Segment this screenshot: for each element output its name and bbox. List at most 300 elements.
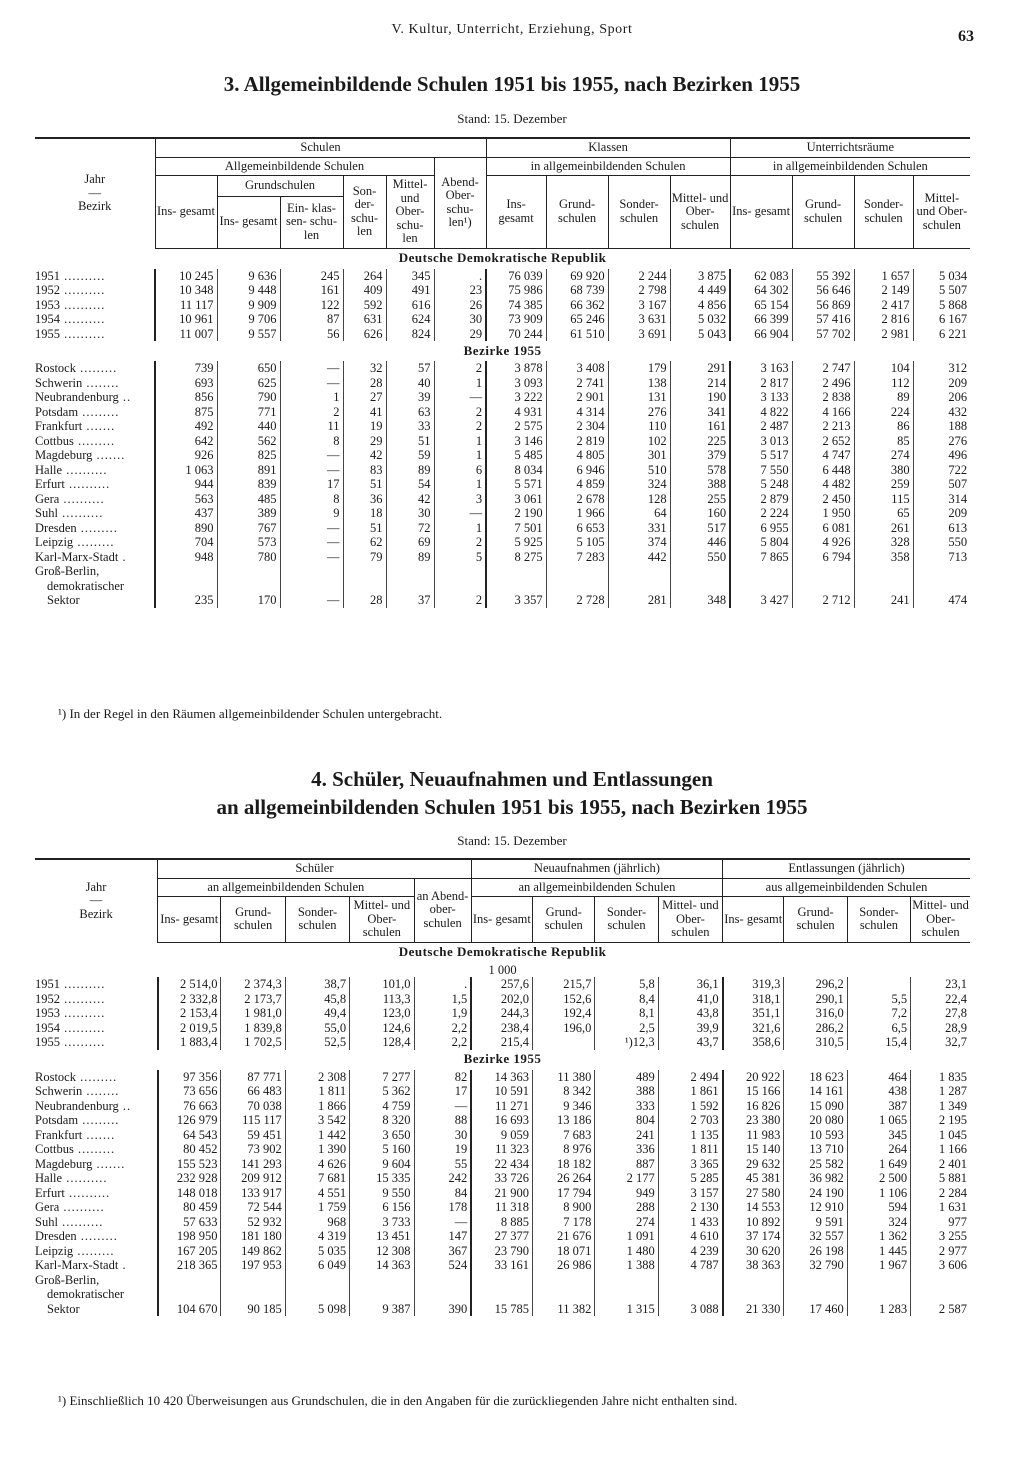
table-cell: 2 838 <box>792 390 854 405</box>
row-label <box>35 1035 158 1050</box>
hdr-sonderschulen: Son- der- schu- len <box>343 176 386 249</box>
hdr-schueler: Schüler <box>158 859 472 878</box>
table-cell: 88 <box>414 1113 471 1128</box>
table-cell: 97 356 <box>158 1070 221 1085</box>
table-cell: 30 <box>434 312 486 327</box>
table-cell: 133 917 <box>221 1186 285 1201</box>
table-row <box>35 327 970 342</box>
table-cell: 318,1 <box>723 992 784 1007</box>
table-cell: 2 587 <box>911 1273 970 1317</box>
table-cell: 5 868 <box>913 298 970 313</box>
hdr-n-grund: Grund- schulen <box>533 897 595 943</box>
table-cell: 875 <box>155 405 217 420</box>
leader-dots: ........ <box>82 1084 120 1098</box>
table-cell: 4 551 <box>285 1186 349 1201</box>
table-row <box>35 1171 970 1186</box>
table-cell: 242 <box>414 1171 471 1186</box>
table-cell: 4 805 <box>546 448 608 463</box>
table-cell: 11 380 <box>533 1070 595 1085</box>
table-cell: 358 <box>854 550 913 565</box>
hdr-abend: Abend- Ober- schu- len¹) <box>434 157 486 248</box>
table-cell: 148 018 <box>158 1186 221 1201</box>
table-cell: 188 <box>913 419 970 434</box>
table-cell: 8 275 <box>486 550 546 565</box>
table-row <box>35 1084 970 1099</box>
leader-dots: ....... <box>92 1156 126 1171</box>
hdr-neu-an-allg: an allgemeinbildenden Schulen <box>471 878 722 897</box>
hdr-k-grund: Grund- schulen <box>546 176 608 249</box>
table-cell: 161 <box>280 283 343 298</box>
leader-dots: .......... <box>60 268 106 283</box>
table-cell: — <box>280 535 343 550</box>
row-label <box>35 535 155 550</box>
table-cell: 3 013 <box>730 434 792 449</box>
table-cell: 10 348 <box>155 283 217 298</box>
table-cell: 8 900 <box>533 1200 595 1215</box>
table-cell: 55,0 <box>285 1021 349 1036</box>
table-cell: 8,4 <box>595 992 658 1007</box>
table-cell: 37 174 <box>723 1229 784 1244</box>
table-cell: 155 523 <box>158 1157 221 1172</box>
table-cell: 259 <box>854 477 913 492</box>
table-cell: 66 483 <box>221 1084 285 1099</box>
table-cell: 379 <box>670 448 730 463</box>
leader-dots: . <box>118 549 127 564</box>
row-label-text: 1952 <box>35 991 60 1006</box>
table-cell: 32 557 <box>784 1229 847 1244</box>
table-cell: 41,0 <box>658 992 722 1007</box>
table-cell: 51 <box>343 477 386 492</box>
section-bezirke <box>35 1050 970 1070</box>
table-cell: 17 <box>280 477 343 492</box>
table-cell: 3 163 <box>730 361 792 376</box>
row-label <box>35 419 155 434</box>
table3-title: 3. Allgemeinbildende Schulen 1951 bis 1955, nach Bezirken 1955 <box>223 72 801 96</box>
table-cell: 65 246 <box>546 312 608 327</box>
table-cell: 14 553 <box>723 1200 784 1215</box>
table-cell: 112 <box>854 376 913 391</box>
table-cell: 1 702,5 <box>221 1035 285 1050</box>
table-cell: 631 <box>343 312 386 327</box>
table-cell: 15 140 <box>723 1142 784 1157</box>
table-cell: 2 <box>434 361 486 376</box>
table-cell: 104 <box>854 361 913 376</box>
table-cell: 6,5 <box>847 1021 910 1036</box>
table4-footnote: ¹) Einschließlich 10 420 Überweisungen aus Grundschulen, die in den Angaben für die zurückliegenden Jahre nicht enthalten sind. <box>58 1393 738 1408</box>
row-label <box>35 506 155 521</box>
table-cell: 321,6 <box>723 1021 784 1036</box>
table3 <box>35 137 970 608</box>
hdr-klassen: Klassen <box>486 138 730 157</box>
table-cell: 11 117 <box>155 298 217 313</box>
table-cell: 21 676 <box>533 1229 595 1244</box>
row-label-line: Sektor <box>47 593 80 607</box>
table-cell: 3 255 <box>911 1229 970 1244</box>
row-label-text: Potsdam <box>35 1113 79 1127</box>
table-row <box>35 269 970 284</box>
table-cell: 4 482 <box>792 477 854 492</box>
leader-dots: .......... <box>60 991 106 1006</box>
table-cell: 23,1 <box>911 977 970 992</box>
table-cell: 2 817 <box>730 376 792 391</box>
table-cell: 2 981 <box>854 327 913 342</box>
stub-jahr: Jahr <box>84 172 106 187</box>
table-cell: 9 636 <box>217 269 280 284</box>
table-cell: 11 318 <box>471 1200 532 1215</box>
table-cell: 2 149 <box>854 283 913 298</box>
hdr-k-mittel: Mittel- und Ober- schulen <box>670 176 730 249</box>
table-row <box>35 977 970 992</box>
table-cell: 161 <box>670 419 730 434</box>
table-cell: 1 835 <box>911 1070 970 1085</box>
table-cell: 6 156 <box>350 1200 414 1215</box>
row-label-text: Cottbus <box>35 1142 74 1156</box>
section-bezirke-label: Bezirke 1955 <box>463 342 542 358</box>
table-cell: 9 346 <box>533 1099 595 1114</box>
leader-dots: .......... <box>64 477 111 491</box>
row-label-text: Leipzig <box>35 1243 74 1258</box>
row-label <box>35 1084 158 1099</box>
table-cell: 3 088 <box>658 1273 722 1317</box>
table-cell: 167 205 <box>158 1244 221 1259</box>
table-cell: — <box>434 390 486 405</box>
table-cell: 1 <box>434 448 486 463</box>
table-cell: 29 632 <box>723 1157 784 1172</box>
table4-body <box>35 942 970 1316</box>
table-cell: 55 392 <box>792 269 854 284</box>
leader-dots: .......... <box>62 462 108 477</box>
table-cell: 28 <box>343 564 386 608</box>
table-cell: 202,0 <box>471 992 532 1007</box>
table-cell: 2 <box>434 564 486 608</box>
table-cell: 1 442 <box>285 1128 349 1143</box>
row-label-text: 1952 <box>35 283 60 297</box>
table-cell: 314 <box>913 492 970 507</box>
table-cell: 5 105 <box>546 535 608 550</box>
table-cell: 387 <box>847 1099 910 1114</box>
hdr-allg-schulen: Allgemeinbildende Schulen <box>155 157 434 176</box>
row-label-text: Halle <box>35 462 63 477</box>
table-cell: 52,5 <box>285 1035 349 1050</box>
table-row <box>35 434 970 449</box>
table-cell: 64 543 <box>158 1128 221 1143</box>
table-cell: 1 135 <box>658 1128 722 1143</box>
table-cell: 2 977 <box>911 1244 970 1259</box>
table-cell: 767 <box>217 521 280 536</box>
table-cell: 3 365 <box>658 1157 722 1172</box>
table-cell: 73 909 <box>486 312 546 327</box>
row-label <box>35 434 155 449</box>
row-label <box>35 1142 158 1157</box>
table-cell: 11 271 <box>471 1099 532 1114</box>
table-cell: 138 <box>608 376 670 391</box>
row-label-text: Erfurt <box>35 477 65 491</box>
table-cell: 496 <box>913 448 970 463</box>
table-cell: 1 811 <box>658 1142 722 1157</box>
table-cell: 1 981,0 <box>221 1006 285 1021</box>
row-label <box>35 492 155 507</box>
table-cell: 27 580 <box>723 1186 784 1201</box>
table-cell: 179 <box>608 361 670 376</box>
table-cell: 21 900 <box>471 1186 532 1201</box>
hdr-s-sonder: Sonder- schulen <box>285 897 349 943</box>
row-label <box>35 376 155 391</box>
hdr-r-mittel: Mittel- und Ober- schulen <box>913 176 970 249</box>
table-cell: 485 <box>217 492 280 507</box>
table-cell: 5 034 <box>913 269 970 284</box>
row-label-text: Schwerin <box>35 375 83 390</box>
table-cell: 1 649 <box>847 1157 910 1172</box>
leader-dots: .......... <box>59 1200 105 1214</box>
table-cell: . <box>434 269 486 284</box>
hdr-s-grund: Grund- schulen <box>221 897 285 943</box>
row-label-text: Rostock <box>35 361 76 375</box>
table-cell: 437 <box>155 506 217 521</box>
table-cell: 388 <box>595 1084 658 1099</box>
table-cell: 926 <box>155 448 217 463</box>
table-cell: 8 <box>280 492 343 507</box>
table-cell: 4 239 <box>658 1244 722 1259</box>
table-cell: 40 <box>386 376 434 391</box>
table-cell: 4 759 <box>350 1099 414 1114</box>
table-cell: 245 <box>280 269 343 284</box>
table-cell: 6 221 <box>913 327 970 342</box>
table-cell: 63 <box>386 405 434 420</box>
table-cell: 5 362 <box>350 1084 414 1099</box>
table-cell: 891 <box>217 463 280 478</box>
table-cell: 2 177 <box>595 1171 658 1186</box>
table-cell: 2 450 <box>792 492 854 507</box>
table-cell: 51 <box>343 521 386 536</box>
table-cell: 1 349 <box>911 1099 970 1114</box>
table-cell: 73 656 <box>158 1084 221 1099</box>
table-cell: 2 <box>434 405 486 420</box>
table-cell: 464 <box>847 1070 910 1085</box>
table-cell: 69 <box>386 535 434 550</box>
table-cell: 319,3 <box>723 977 784 992</box>
row-label <box>35 298 155 313</box>
table-cell: 626 <box>343 327 386 342</box>
table-cell: 3 650 <box>350 1128 414 1143</box>
row-label-text: Suhl <box>35 1214 58 1229</box>
table-cell: 5 098 <box>285 1273 349 1317</box>
table-cell: 115 117 <box>221 1113 285 1128</box>
table-cell: 3 878 <box>486 361 546 376</box>
table-cell: 26 264 <box>533 1171 595 1186</box>
table-cell: 7 550 <box>730 463 792 478</box>
table-cell: 19 <box>343 419 386 434</box>
row-label <box>35 1157 158 1172</box>
table-cell: 1 480 <box>595 1244 658 1259</box>
table-cell: 739 <box>155 361 217 376</box>
table-cell: 18 182 <box>533 1157 595 1172</box>
table-row <box>35 376 970 391</box>
table-cell: 288 <box>595 1200 658 1215</box>
table-cell: 6 448 <box>792 463 854 478</box>
table-cell: 4 314 <box>546 405 608 420</box>
hdr-einklassen: Ein- klas- sen- schu- len <box>280 196 343 248</box>
table-cell: 23 790 <box>471 1244 532 1259</box>
table-cell: 89 <box>386 463 434 478</box>
table-cell: 2 173,7 <box>221 992 285 1007</box>
table-cell: 790 <box>217 390 280 405</box>
row-label-line: Sektor <box>47 1301 80 1316</box>
table-cell: 198 950 <box>158 1229 221 1244</box>
table-cell: 9 557 <box>217 327 280 342</box>
table-cell: 51 <box>386 434 434 449</box>
table-cell: 9 448 <box>217 283 280 298</box>
section-bezirke <box>35 341 970 361</box>
table-cell: 32 790 <box>784 1258 847 1273</box>
table-cell: 5 043 <box>670 327 730 342</box>
table-cell: 8 <box>280 434 343 449</box>
table-cell: 4 822 <box>730 405 792 420</box>
hdr-e-sonder: Sonder- schulen <box>847 897 910 943</box>
table-cell: 255 <box>670 492 730 507</box>
table-row <box>35 419 970 434</box>
table-cell: 2 332,8 <box>158 992 221 1007</box>
row-label-text: Magdeburg <box>35 448 93 462</box>
leader-dots: ......... <box>76 520 118 535</box>
table-cell: 149 862 <box>221 1244 285 1259</box>
table-cell: 27 <box>343 390 386 405</box>
table-row <box>35 1142 970 1157</box>
table-cell: 442 <box>608 550 670 565</box>
table-cell: 41 <box>343 405 386 420</box>
hdr-e-grund: Grund- schulen <box>784 897 847 943</box>
hdr-n-insgesamt: Ins- gesamt <box>471 897 532 943</box>
table-cell: 82 <box>414 1070 471 1085</box>
table-cell: 215,7 <box>533 977 595 992</box>
table-cell: 13 710 <box>784 1142 847 1157</box>
table-cell: 6 946 <box>546 463 608 478</box>
table-cell: 39 <box>386 390 434 405</box>
hdr-schulen: Schulen <box>155 138 486 157</box>
table-cell: 128 <box>608 492 670 507</box>
table-cell: 33 726 <box>471 1171 532 1186</box>
table-cell: 30 <box>414 1128 471 1143</box>
table-cell: 2 728 <box>546 564 608 608</box>
table-cell: 224 <box>854 405 913 420</box>
table-cell: 55 <box>414 1157 471 1172</box>
table-cell: 69 920 <box>546 269 608 284</box>
table-cell: 11 382 <box>533 1273 595 1317</box>
table-cell: 7 683 <box>533 1128 595 1143</box>
table-cell: 90 185 <box>221 1273 285 1317</box>
leader-dots: .......... <box>57 1214 104 1229</box>
table-cell: 241 <box>854 564 913 608</box>
table-cell: 76 663 <box>158 1099 221 1114</box>
leader-dots: ......... <box>76 1229 118 1243</box>
table-cell: 28 <box>343 376 386 391</box>
table-cell: 2 <box>434 419 486 434</box>
table-cell: 5 035 <box>285 1244 349 1259</box>
table-cell: 5 485 <box>486 448 546 463</box>
table-cell: 440 <box>217 419 280 434</box>
table-cell: 624 <box>386 312 434 327</box>
row-label-line: demokratischer <box>47 1287 125 1301</box>
table-cell: 507 <box>913 477 970 492</box>
table-cell: 1 287 <box>911 1084 970 1099</box>
table-cell: 968 <box>285 1215 349 1230</box>
table-cell: 345 <box>386 269 434 284</box>
leader-dots: .......... <box>59 491 105 506</box>
table-cell: 274 <box>595 1215 658 1230</box>
table-row <box>35 477 970 492</box>
table-cell: 72 <box>386 521 434 536</box>
table-cell: 11 007 <box>155 327 217 342</box>
table-cell: 2 190 <box>486 506 546 521</box>
table-cell: 16 693 <box>471 1113 532 1128</box>
table-cell: 57 <box>386 361 434 376</box>
table-cell: 3 146 <box>486 434 546 449</box>
table-cell: 550 <box>670 550 730 565</box>
table-cell: 5 881 <box>911 1171 970 1186</box>
row-label-text: Gera <box>35 1200 60 1214</box>
table-row <box>35 361 970 376</box>
table-cell: 345 <box>847 1128 910 1143</box>
table-cell: 856 <box>155 390 217 405</box>
table-cell: 8 976 <box>533 1142 595 1157</box>
table-cell: 550 <box>913 535 970 550</box>
table-cell: 113,3 <box>350 992 414 1007</box>
table-cell: 26 986 <box>533 1258 595 1273</box>
table-cell: 281 <box>608 564 670 608</box>
table-cell: 3 606 <box>911 1258 970 1273</box>
table-row <box>35 1157 970 1172</box>
table-cell: 722 <box>913 463 970 478</box>
table-cell: 89 <box>386 550 434 565</box>
row-label <box>35 390 155 405</box>
table-cell: — <box>414 1099 471 1114</box>
table-cell: 24 190 <box>784 1186 847 1201</box>
table-cell: 6 081 <box>792 521 854 536</box>
table-cell: 328 <box>854 535 913 550</box>
table-cell: 12 910 <box>784 1200 847 1215</box>
row-label-text: Leipzig <box>35 535 74 549</box>
leader-dots: ........ <box>82 375 120 390</box>
table-cell: 209 <box>913 376 970 391</box>
table-row <box>35 405 970 420</box>
row-label-text: Karl-Marx-Stadt <box>35 549 119 564</box>
table-cell: 1 390 <box>285 1142 349 1157</box>
table-cell: 45 381 <box>723 1171 784 1186</box>
table-cell: 15 090 <box>784 1099 847 1114</box>
table-cell: 8 885 <box>471 1215 532 1230</box>
hdr-r-sonder: Sonder- schulen <box>854 176 913 249</box>
table-cell: 5,8 <box>595 977 658 992</box>
table-cell: 126 979 <box>158 1113 221 1128</box>
leader-dots: ......... <box>75 1069 118 1084</box>
table-cell: 257,6 <box>471 977 532 992</box>
table-cell: 1 883,4 <box>158 1035 221 1050</box>
table-cell: 4 859 <box>546 477 608 492</box>
unit-label: 1 000 <box>488 962 517 977</box>
table-cell: 432 <box>913 405 970 420</box>
row-label-text: Halle <box>35 1171 63 1185</box>
table-cell: 70 038 <box>221 1099 285 1114</box>
table-cell: 49,4 <box>285 1006 349 1021</box>
row-label-text: Neubrandenburg <box>35 1098 119 1113</box>
table-cell: 1 <box>434 434 486 449</box>
table-cell: 7 178 <box>533 1215 595 1230</box>
table-cell: 2 819 <box>546 434 608 449</box>
table-cell: 65 <box>854 506 913 521</box>
table-cell: 15 166 <box>723 1084 784 1099</box>
table-row <box>35 298 970 313</box>
leader-dots: ......... <box>75 361 118 375</box>
table-cell: 517 <box>670 521 730 536</box>
